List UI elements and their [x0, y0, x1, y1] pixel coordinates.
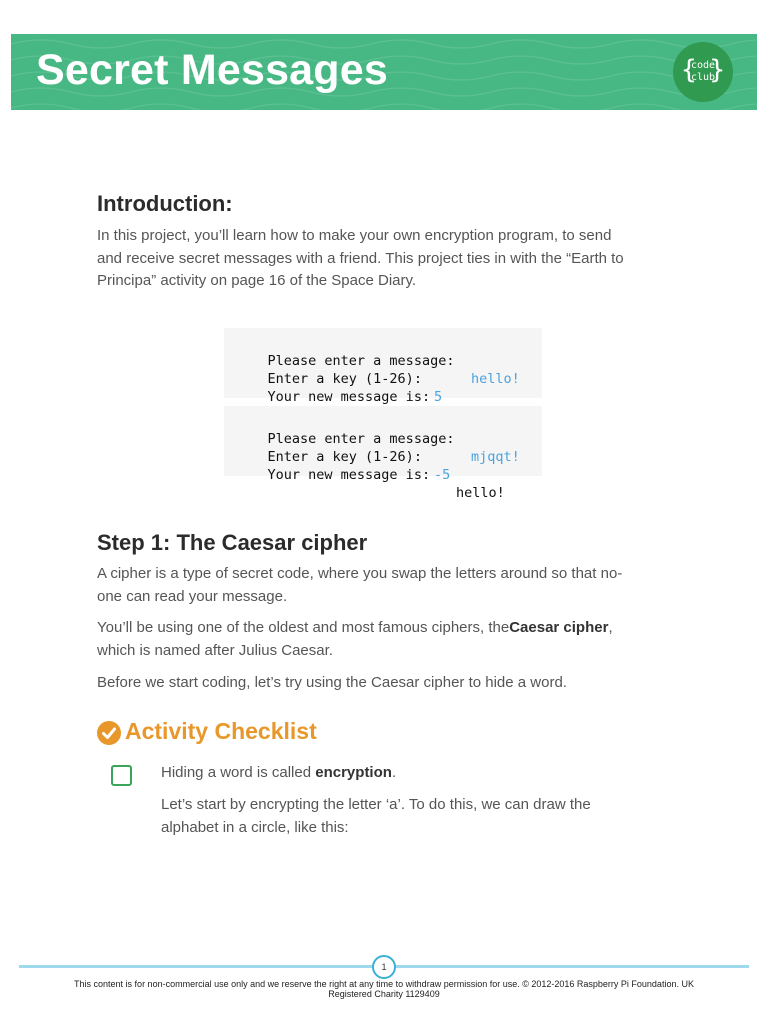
code-output: hello! — [456, 485, 505, 501]
step1-paragraph-3 — [97, 672, 697, 695]
step1-paragraph-1 — [97, 563, 697, 608]
checklist-line: alphabet in a circle, like this: — [161, 818, 349, 836]
page-title: Secret Messages — [36, 46, 388, 94]
checklist-line: Let’s start by encrypting the letter ‘a’. To do this, we can draw the — [161, 796, 591, 813]
code-prompt: Enter a key (1-26): — [267, 371, 422, 387]
checklist-line — [161, 762, 681, 785]
caesar-cipher-term: Caesar cipher — [509, 619, 609, 636]
step1-text: You’ll be using one of the oldest and most famous ciphers, the — [97, 619, 510, 636]
intro-line: Principa” activity on page 16 of the Space Diary. — [97, 272, 417, 289]
intro-paragraph — [97, 225, 697, 293]
code-prompt: Your new message is: — [267, 467, 431, 483]
footer-notice — [30, 979, 738, 999]
code-prompt: Please enter a message: — [267, 431, 455, 447]
logo-word-club: club — [690, 72, 716, 83]
code-prompt: Your new message is: — [267, 389, 431, 405]
step1-line: which is named after Julius Caesar. — [97, 641, 333, 659]
code-club-logo[interactable] — [673, 42, 733, 102]
activity-checklist-title: Activity Checklist — [125, 718, 317, 744]
encryption-term: encryption — [315, 764, 392, 781]
step1-paragraph-2 — [97, 617, 697, 662]
checklist-item-2 — [161, 794, 701, 839]
footer-line-1: This content is for non-commercial use only and we reserve the right at any time to withdraw permission for use. © 2012-2016 Raspberry Pi Foundation. UK — [74, 979, 694, 989]
step1-line — [97, 617, 697, 640]
checklist-text: . — [391, 764, 397, 781]
intro-heading: Introduction: — [97, 191, 233, 216]
checklist-checkbox[interactable] — [111, 765, 132, 786]
logo-brace-left: { — [681, 55, 697, 85]
code-input-message: hello! — [471, 371, 520, 387]
checklist-item-1 — [161, 762, 681, 785]
step1-heading: Step 1: The Caesar cipher — [97, 530, 368, 555]
checklist-text: Hiding a word is called — [161, 764, 316, 781]
checkmark-badge-icon — [97, 721, 121, 745]
step1-line: Before we start coding, let’s try using the Caesar cipher to hide a word. — [97, 674, 567, 691]
code-input-key: 5 — [434, 389, 443, 405]
page-number: 1 — [372, 955, 396, 979]
logo-word-code: code — [690, 60, 716, 71]
header-banner — [11, 34, 757, 110]
code-example-encrypt — [224, 328, 542, 405]
step1-line: A cipher is a type of secret code, where you swap the letters around so that no- — [97, 565, 623, 582]
code-input-message: mjqqt! — [471, 449, 520, 465]
intro-line: In this project, you’ll learn how to make your own encryption program, to send — [97, 227, 612, 244]
checkmark-icon — [97, 721, 121, 745]
footer-line-2: Registered Charity 1129409 — [328, 989, 440, 999]
code-example-decrypt — [224, 406, 542, 501]
code-prompt: Enter a key (1-26): — [267, 449, 422, 465]
code-prompt: Please enter a message: — [267, 353, 455, 369]
code-input-key: -5 — [434, 467, 451, 483]
code-line — [235, 370, 431, 405]
step1-text: , — [608, 619, 613, 636]
step1-line: one can read your message. — [97, 587, 288, 605]
intro-line: and receive secret messages with a friend. This project ties in with the “Earth to — [97, 249, 624, 267]
logo-brace-right: } — [709, 55, 725, 85]
